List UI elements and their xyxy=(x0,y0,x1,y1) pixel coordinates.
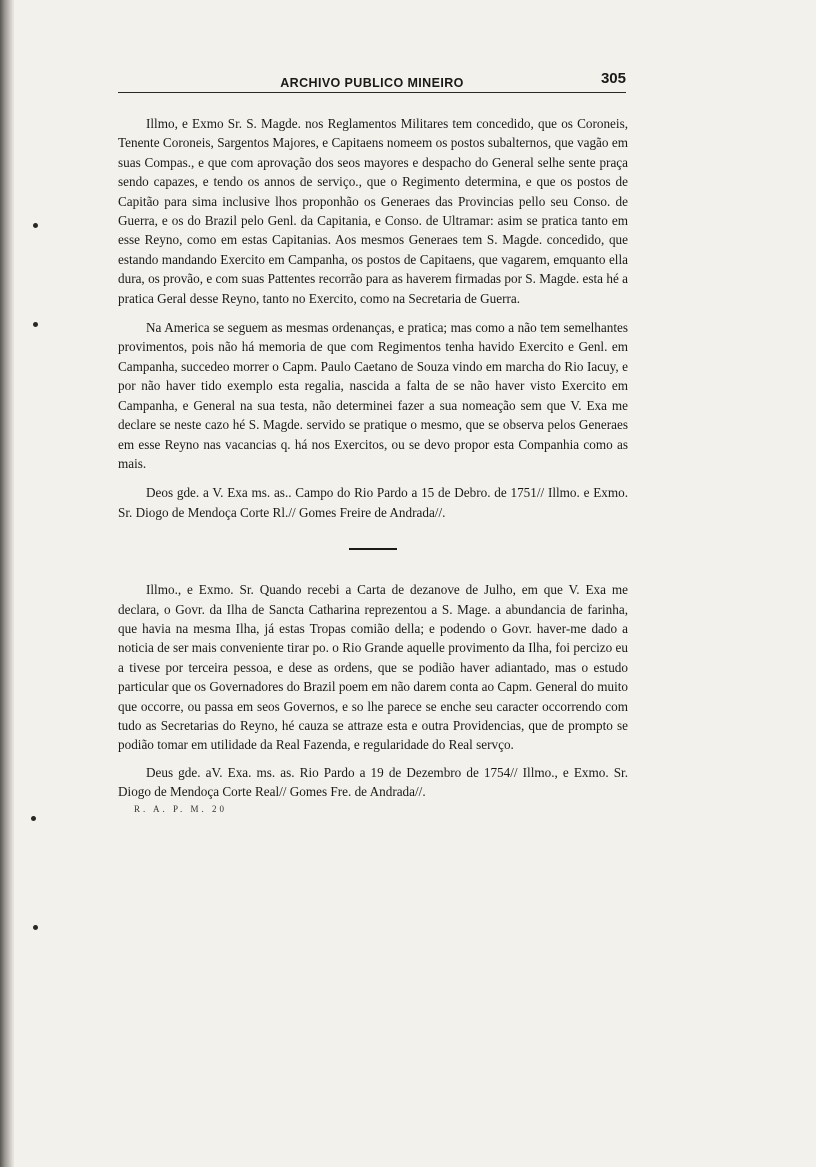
letter-1-closing: Deos gde. a V. Exa ms. as.. Campo do Rio Pardo a 15 de Debro. de 1751// Illmo. e Exmo. Sr. Diogo de Mendoça Corte Rl.// Gomes Freire de Andrada//. xyxy=(118,485,628,520)
page-binding-edge xyxy=(0,0,14,1167)
running-header xyxy=(118,70,626,93)
letter-2-paragraph-1: Illmo., e Exmo. Sr. Quando recebi a Carta de dezanove de Julho, em que V. Exa me declara, o Govr. da Ilha de Sancta Catharina reprezentou a S. Mage. a abundancia de farinha, que havia na mesma Ilha, já estas Tropas comião della; e podendo o Govr. haver-me dado a noticia de ser mais conveniente tirar po. o Rio Grande aquelle provimento da Ilha, foi percizo eu a tivese por terceira pessoa, e dese as ordens, que se podião haver adiantado, mas o estudo particular que os Governadores do Brazil poem em não darem conta ao Capm. General do muito que occorre, ou passa em seos Governos, e so lhe parece se enche seu caracter occorrendo com tudo as Secretarias do Reyno, hé cauza se attraze esta e outra Providencias, que de prompto se podião tomar em utilidade da Real Fazenda, e regularidade do Real servço. xyxy=(118,582,628,753)
document-body xyxy=(118,114,628,814)
margin-mark xyxy=(31,816,36,821)
letter-1-paragraph-1: Illmo, e Exmo Sr. S. Magde. nos Reglamentos Militares tem concedido, que os Coroneis, Tenente Coroneis, Sargentos Majores, e Capitaens nomeem os postos subalternos, que vagão em suas Compas., e que com aprovação dos seos mayores e despacho do General selhe sente praça sendo capazes, e tendo os annos de serviço., que o Regimento determina, e que os postos de Capitão para sima inclusive lhos proponhão os Generaes das Provincias pello seu Conso. de Guerra, e os do Brazil pelo Genl. da Capitania, e Conso. de Ultramar: asim se pratica tanto em esse Reyno, como em estas Capitanias. Aos mesmos Generaes tem S. Magde. concedido, que estando mandando Exercito em Campanha, os postos de Capitaens, que vagarem, emquanto ella dura, os provão, e com suas Pattentes recorrão para as haverem firmadas por S. Magde. esta hé a pratica Geral desse Reyno, tanto no Exercito, como na Secretaria de Guerra. xyxy=(118,116,628,306)
margin-mark xyxy=(33,925,38,930)
letter-1-paragraph-2: Na America se seguem as mesmas ordenanças, e pratica; mas como a não tem semelhantes provimentos, pois não há memoria de que com Regimentos tenha havido Exercito e Genl. em Campanha, succedeo morrer o Capm. Paulo Caetano de Souza vindo em marcha do Rio Iacuy, e por não haver tido exemplo esta regalia, nascida a falta de se não haver visto Exercito em Campanha, e General na sua testa, não determinei fazer a sua nomeação sem que V. Exa me declare se neste cazo hé S. Magde. servido se pratique o mesmo, que se observa pelos Generaes em esse Reyno nas vacancias q. há nos Exercitos, ou se devo propor esta Companhia como as mais. xyxy=(118,320,628,471)
header-title: ARCHIVO PUBLICO MINEIRO xyxy=(280,76,464,90)
page-number: 305 xyxy=(600,70,626,87)
margin-mark xyxy=(33,322,38,327)
letter-2-closing: Deus gde. aV. Exa. ms. as. Rio Pardo a 19 de Dezembro de 1754// Illmo., e Exmo. Sr. Diogo de Mendoça Corte Real// Gomes Fre. de Andrada//. xyxy=(118,764,628,800)
margin-mark xyxy=(33,223,38,228)
signature-footnote: R. A. P. M. 20 xyxy=(134,803,228,814)
section-divider xyxy=(349,548,397,550)
